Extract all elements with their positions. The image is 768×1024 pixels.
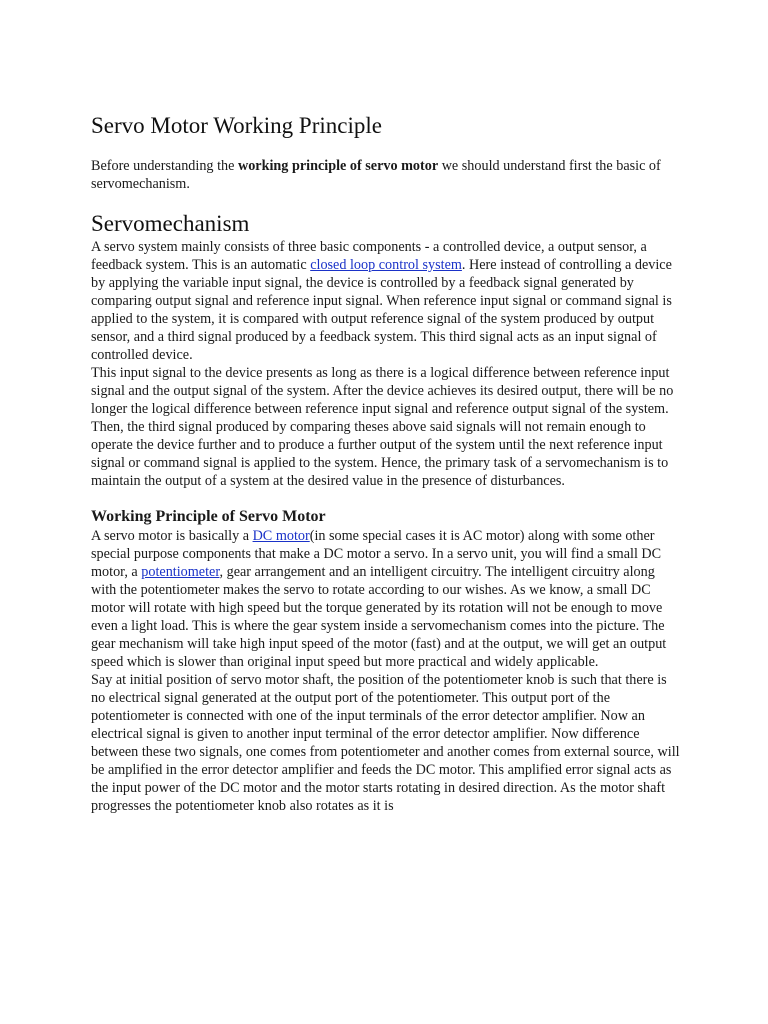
paragraph3-text-before: A servo motor is basically a [91,528,253,544]
paragraph-input-signal: This input signal to the device presents as long as there is a logical difference between reference input signal and the output signal of the system. After the device achieves its desired output, there will be no longer the logical difference between reference input signal and reference output signal of the system. Then, the third signal produced by comparing theses above said signals will not remain enough to operate the device further and to produce a further output of the system until the next reference input signal or command signal is applied to the system. Hence, the primary task of a servomechanism is to maintain the output of a system at the desired value in the presence of disturbances. [91,365,674,489]
intro-bold-phrase: working principle of servo motor [237,158,439,174]
page-title: Servo Motor Working Principle [91,113,382,138]
closed-loop-control-system-link[interactable]: closed loop control system [310,257,462,273]
paragraph1-text-after: . Here instead of controlling a device by applying the variable input signal, the device is controlled by a feedback signal generated by comparing output signal and reference input signal. When reference input signal or command signal is applied to the system, it is compared with output reference signal of the system produced by output sensor, and a third signal produced by a feedback system. This third signal acts as an input signal of controlled device. [91,257,672,363]
paragraph3-text-after: , gear arrangement and an intelligent circuitry. The intelligent circuitry along with the potentiometer makes the servo to rotate according to our wishes. As we know, a small DC motor will rotate with high speed but the torque generated by its rotation will not be enough to move even a light load. This is where the gear system inside a servomechanism comes into the picture. The gear mechanism will take high input speed of the motor (fast) and at the output, we will get an output speed which is slower than original input speed but more practical and widely applicable. [91,564,667,670]
section-heading-servomechanism: Servomechanism [91,211,250,236]
paragraph-initial-position: Say at initial position of servo motor shaft, the position of the potentiometer knob is such that there is no electrical signal generated at the output port of the potentiometer. This output port of the potentiometer is connected with one of the input terminals of the error detector amplifier. Now an electrical signal is given to another input terminal of the error detector amplifier. Now difference between these two signals, one comes from potentiometer and another comes from external source, will be amplified in the error detector amplifier and feeds the DC motor. This amplified error signal acts as the input power of the DC motor and the motor starts rotating in desired direction. As the motor shaft progresses the potentiometer knob also rotates as it is [91,672,680,814]
intro-text-before: Before understanding the [91,158,238,174]
intro-paragraph [91,157,681,193]
intro-text-after: we should understand first the basic of servomechanism. [91,158,661,192]
subheading-working-principle: Working Principle of Servo Motor [91,508,326,525]
paragraph-servo-system [91,238,681,364]
paragraph3-text-middle: (in some special cases it is AC motor) along with some other special purpose components that make a DC motor a servo. In a servo unit, you will find a small DC motor, a [91,528,662,580]
potentiometer-link[interactable]: potentiometer [141,564,220,580]
document-page [91,112,681,815]
paragraph-servo-motor-basics [91,527,681,671]
dc-motor-link[interactable]: DC motor [252,528,310,544]
paragraph1-text-before: A servo system mainly consists of three basic components - a controlled device, a output sensor, a feedback system. This is an automatic [91,239,647,273]
